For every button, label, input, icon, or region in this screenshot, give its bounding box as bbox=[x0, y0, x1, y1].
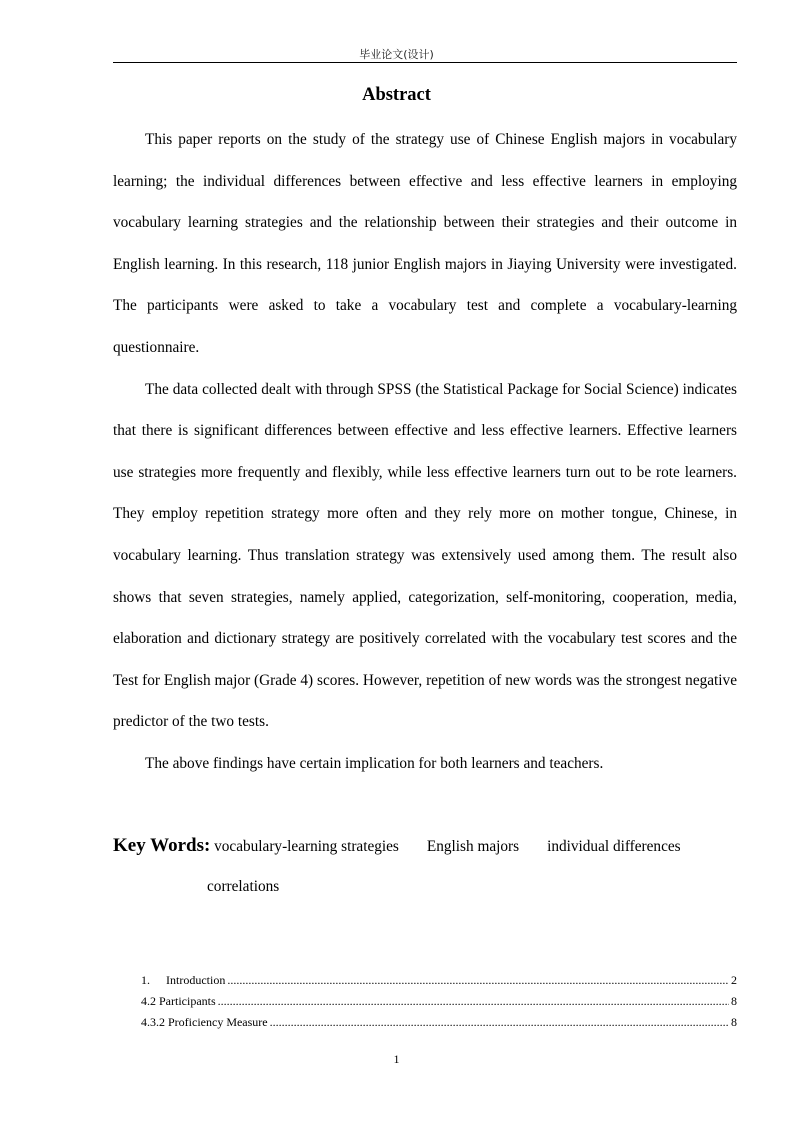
toc-leader-dots bbox=[218, 991, 729, 1012]
toc-entry-page: 2 bbox=[731, 973, 737, 987]
abstract-paragraph-3: The above findings have certain implication for both learners and teachers. bbox=[145, 754, 604, 772]
header-text: 毕业论文(设计) bbox=[359, 48, 434, 61]
toc-entry[interactable] bbox=[141, 970, 737, 991]
abstract-paragraph-2: The data collected dealt with through SPSS (the Statistical Package for Social Science) indicates that there is significant differences between effective and less effective learners. Effective learners use strategies more frequently and flexibly, while less effective learners turn out to be rote learners. They employ repetition strategy more often and they rely more on mother tongue, Chinese, in vocabulary learning. Thus translation strategy was extensively used among them. The result also shows that seven strategies, namely applied, categorization, self-monitoring, cooperation, media, elaboration and dictionary strategy are positively correlated with the vocabulary test scores and the Test for English major (Grade 4) scores. However, repetition of new words was the strongest negative predictor of the two tests. bbox=[113, 380, 737, 731]
abstract-paragraph-1: This paper reports on the study of the strategy use of Chinese English majors in vocabulary learning; the individual differences between effective and less effective learners in employing vocabulary learning strategies and the relationship between their strategies and their outcome in English learning. In this research, 118 junior English majors in Jiaying University were investigated. The participants were asked to take a vocabulary test and complete a vocabulary-learning questionnaire. bbox=[113, 131, 737, 356]
table-of-contents bbox=[141, 970, 737, 1033]
keywords-label: Key Words: bbox=[113, 835, 211, 856]
toc-entry-label: 4.2 Participants bbox=[141, 994, 216, 1008]
keywords-line-1 bbox=[113, 826, 737, 867]
toc-leader-dots bbox=[227, 970, 729, 991]
header-rule bbox=[113, 62, 737, 63]
abstract-title: Abstract bbox=[362, 85, 431, 105]
toc-leader-dots bbox=[270, 1012, 729, 1033]
toc-entry-page: 8 bbox=[731, 1015, 737, 1029]
keyword-item: vocabulary-learning strategies bbox=[214, 838, 399, 855]
keywords-section bbox=[113, 826, 737, 907]
keywords-line-2 bbox=[113, 867, 737, 907]
page-number: 1 bbox=[393, 1052, 400, 1066]
keyword-item: English majors bbox=[426, 838, 520, 855]
toc-entry[interactable] bbox=[141, 1012, 737, 1033]
keyword-item: correlations bbox=[207, 878, 280, 895]
toc-entry-page: 8 bbox=[731, 994, 737, 1008]
toc-entry-label: 4.3.2 Proficiency Measure bbox=[141, 1015, 268, 1029]
toc-entry-label: Introduction bbox=[166, 973, 226, 987]
abstract-body bbox=[113, 119, 737, 785]
toc-entry-number: 1. bbox=[141, 973, 150, 987]
keyword-item: individual differences bbox=[547, 838, 681, 855]
toc-entry[interactable] bbox=[141, 991, 737, 1012]
